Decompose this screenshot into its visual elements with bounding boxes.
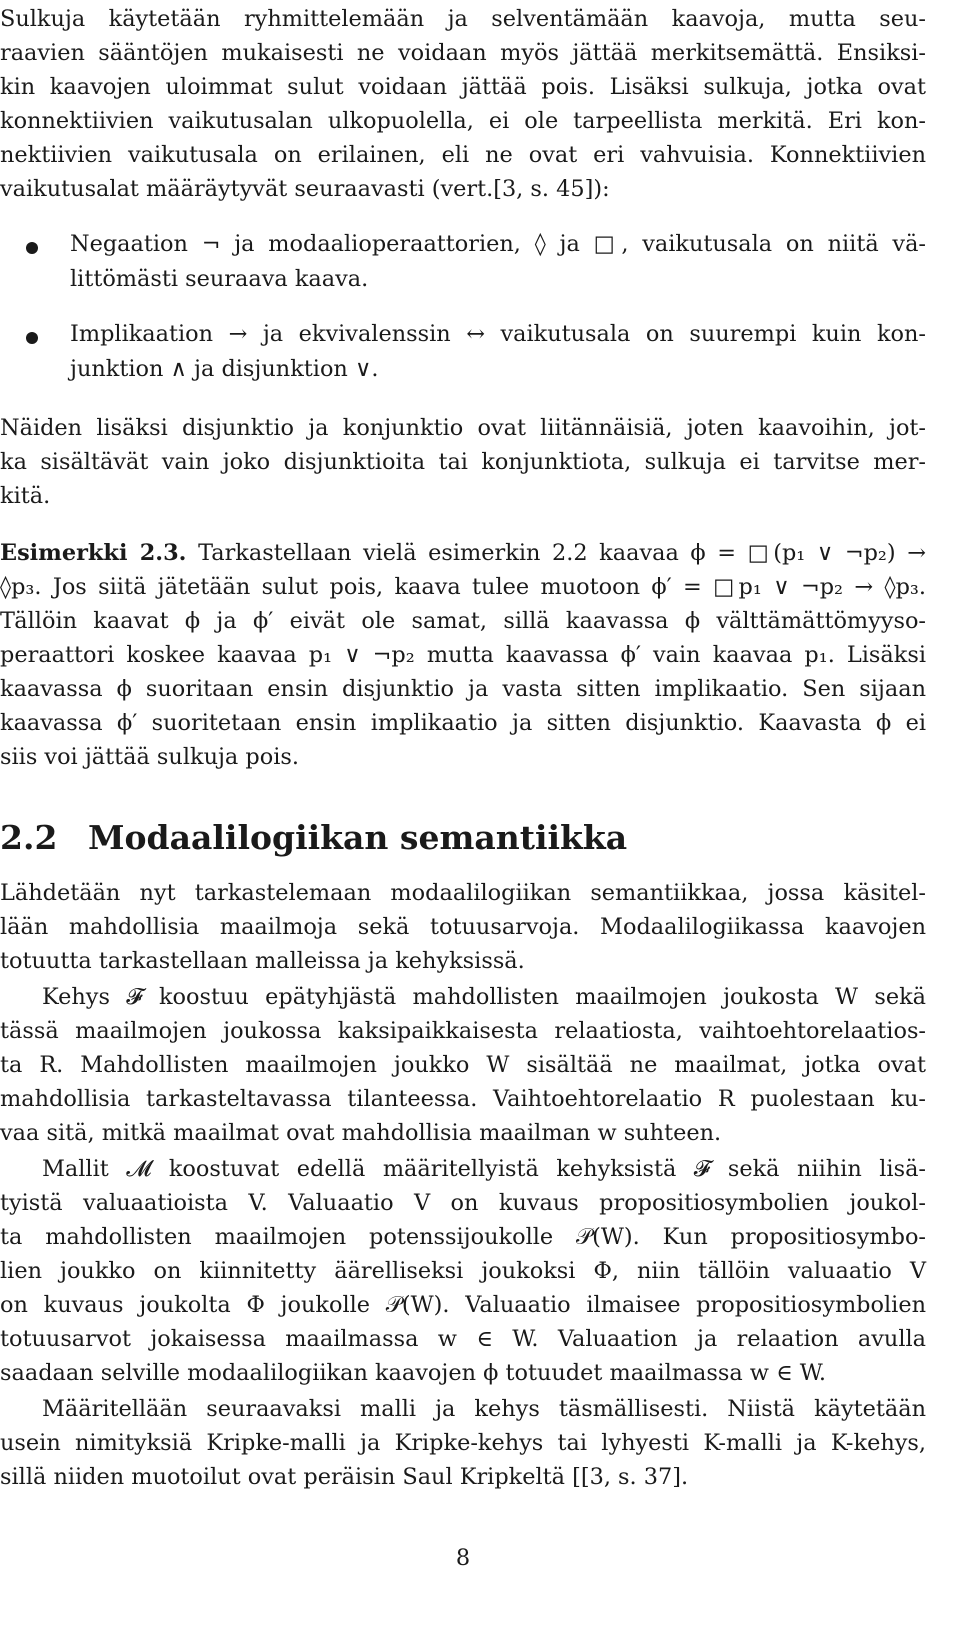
example-first-line: Tarkastellaan vielä esimerkin 2.2 kaavaa ϕ = □(p₁ ∨ ¬p₂) →	[198, 540, 926, 566]
text-line: lään mahdollisia maailmoja sekä totuusarvoja. Modaalilogiikassa kaavojen	[0, 914, 926, 940]
text-line: Implikaation → ja ekvivalenssin ↔ vaikutusala on suurempi kuin kon-	[70, 321, 926, 347]
example-label: Esimerkki 2.3.	[0, 540, 187, 566]
text-line: konnektiivien vaikutusalan ulkopuolella, ei ole tarpeellista merkitä. Eri kon-	[0, 108, 926, 134]
section-heading	[0, 818, 627, 858]
text-line: Lähdetään nyt tarkastelemaan modaalilogiikan semantiikkaa, jossa käsitel-	[0, 880, 926, 906]
text-line: sillä niiden muotoilut ovat peräisin Saul Kripkeltä [[3, s. 37].	[0, 1464, 689, 1490]
text-line: usein nimityksiä Kripke-malli ja Kripke-kehys tai lyhyesti K-malli ja K-kehys,	[0, 1430, 926, 1456]
bullet-icon	[26, 242, 38, 254]
text-line: Sulkuja käytetään ryhmittelemään ja selventämään kaavoja, mutta seu-	[0, 6, 926, 32]
text-line: ta mahdollisten maailmojen potenssijoukolle 𝒫(W). Kun propositiosymbo-	[0, 1224, 926, 1250]
text-line: kaavassa ϕ suoritaan ensin disjunktio ja vasta sitten implikaatio. Sen sijaan	[0, 676, 926, 702]
text-line: ta R. Mahdollisten maailmojen joukko W sisältää ne maailmat, jotka ovat	[0, 1052, 926, 1078]
text-line: peraattori koskee kaavaa p₁ ∨ ¬p₂ mutta kaavassa ϕ′ vain kaavaa p₁. Lisäksi	[0, 642, 926, 668]
text-line: saadaan selville modaalilogiikan kaavojen ϕ totuudet maailmassa w ∈ W.	[0, 1360, 826, 1386]
text-line: on kuvaus joukolta Φ joukolle 𝒫(W). Valuaatio ilmaisee propositiosymbolien	[0, 1292, 926, 1318]
text-line: mahdollisia tarkasteltavassa tilanteessa. Vaihtoehtorelaatio R puolestaan ku-	[0, 1086, 926, 1112]
text-line: totuusarvot jokaisessa maailmassa w ∈ W. Valuaation ja relaation avulla	[0, 1326, 926, 1352]
text-line: vaikutusalat määräytyvät seuraavasti (vert.[3, s. 45]):	[0, 176, 610, 202]
text-line: Mallit 𝓜 koostuvat edellä määritellyistä kehyksistä 𝓕 sekä niihin lisä-	[42, 1156, 926, 1182]
text-line: Tällöin kaavat ϕ ja ϕ′ eivät ole samat, sillä kaavassa ϕ välttämättömyyso-	[0, 608, 926, 634]
text-line: lien joukko on kiinnitetty äärelliseksi joukoksi Φ, niin tällöin valuaatio V	[0, 1258, 926, 1284]
text-line: tässä maailmojen joukossa kaksipaikkaisesta relaatiosta, vaihtoehtorelaatios-	[0, 1018, 926, 1044]
text-line: totuutta tarkastellaan malleissa ja kehyksissä.	[0, 948, 525, 974]
text-line: kitä.	[0, 483, 51, 509]
section-title: Modaalilogiikan semantiikka	[88, 818, 628, 857]
text-line: littömästi seuraava kaava.	[70, 266, 369, 292]
text-line: ka sisältävät vain joko disjunktioita tai konjunktiota, sulkuja ei tarvitse mer-	[0, 449, 926, 475]
text-line: kaavassa ϕ′ suoritetaan ensin implikaatio ja sitten disjunktio. Kaavasta ϕ ei	[0, 710, 926, 736]
text-line: kin kaavojen uloimmat sulut voidaan jättää pois. Lisäksi sulkuja, jotka ovat	[0, 74, 926, 100]
text-line: junktion ∧ ja disjunktion ∨.	[70, 356, 379, 382]
section-number: 2.2	[0, 818, 58, 857]
text-line: Negaation ¬ ja modaalioperaattorien, ◊ ja □, vaikutusala on niitä vä-	[70, 231, 926, 257]
text-line: nektiivien vaikutusala on erilainen, eli ne ovat eri vahvuisia. Konnektiivien	[0, 142, 926, 168]
bullet-icon	[26, 332, 38, 344]
text-line: vaa sitä, mitkä maailmat ovat mahdollisia maailman w suhteen.	[0, 1120, 722, 1146]
page-number: 8	[455, 1545, 471, 1571]
text-line: ◊p₃. Jos siitä jätetään sulut pois, kaava tulee muotoon ϕ′ = □p₁ ∨ ¬p₂ → ◊p₃.	[0, 574, 926, 600]
text-line: tyistä valuaatioista V. Valuaatio V on kuvaus propositiosymbolien joukol-	[0, 1190, 926, 1216]
text-line: Määritellään seuraavaksi malli ja kehys täsmällisesti. Niistä käytetään	[42, 1396, 926, 1422]
text-line: Kehys 𝓕 koostuu epätyhjästä mahdollisten maailmojen joukosta W sekä	[42, 984, 926, 1010]
text-line: siis voi jättää sulkuja pois.	[0, 744, 299, 770]
text-line	[0, 536, 926, 570]
text-line: Näiden lisäksi disjunktio ja konjunktio ovat liitännäisiä, joten kaavoihin, jot-	[0, 415, 926, 441]
text-line: raavien sääntöjen mukaisesti ne voidaan myös jättää merkitsemättä. Ensiksi-	[0, 40, 926, 66]
